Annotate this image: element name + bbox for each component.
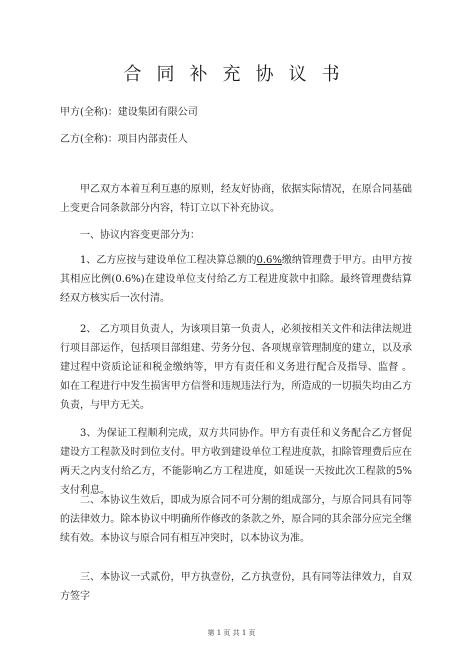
item1-text-pre: 1、乙方应按与建设单位工程决算总额的 — [80, 255, 257, 266]
item3-paragraph: 3、为保证工程顺利完成，双方共同协作。甲方有责任和义务配合乙方督促建设方工程款及时到位支付。甲方收到建设单位工程进度款，扣除管理费后应在两天之内支付给乙方，不能影响乙方工程进度，如延误一天按此次工程款的5%支付利息。 — [60, 428, 412, 496]
item2-paragraph: 2、 乙方项目负责人，为该项目第一负责人，必须按相关文件和法律法规进行项目部运作，包括项目部组建、劳务分包、各项规章管理制度的建立，以及承建过程中资质论证和税金缴纳等，甲方有责任和义务进行配合及指导、监督 。如在工程进行中发生损害甲方信誉和违规违法行为，所造成的一切损失均由乙方负责，与甲方无关。 — [60, 324, 412, 411]
section3-paragraph: 三、本协议一式贰份，甲方执壹份，乙方执壹份，具有同等法律效力，自双方签字 — [60, 572, 412, 602]
page-footer: 第 1 页 共 1 页 — [207, 629, 256, 637]
intro-paragraph: 甲乙双方本着互利互惠的原则，经友好协商，依据实际情况，在原合同基础上变更合同条款部分内容，特订立以下补充协议。 — [60, 184, 412, 214]
item1-rate: 0.6% — [256, 255, 282, 266]
party-a-line: 甲方(全称)：建设集团有限公司 — [60, 107, 198, 118]
section2-paragraph: 二、本协议生效后，即成为原合同不可分割的组成部分，与原合同具有同等的法律效力。除本协议中明确所作修改的条款之外，原合同的其余部分应完全继续有效。本协议与原合同有相互冲突时，以本协议为准。 — [60, 495, 412, 544]
item1-text-post: 缴纳管理费于甲方。由甲方按其相应比例(0.6%)在建设单位支付给乙方工程进度款中扣除。最终管理费结算经双方核实后一次付清。 — [60, 255, 412, 304]
section1-heading: 一、协议内容变更部分为： — [80, 230, 200, 241]
document-title: 合同补充协议书 — [123, 64, 355, 85]
item1-paragraph — [60, 251, 412, 308]
party-b-line: 乙方(全称)：项目内部责任人 — [60, 134, 188, 145]
